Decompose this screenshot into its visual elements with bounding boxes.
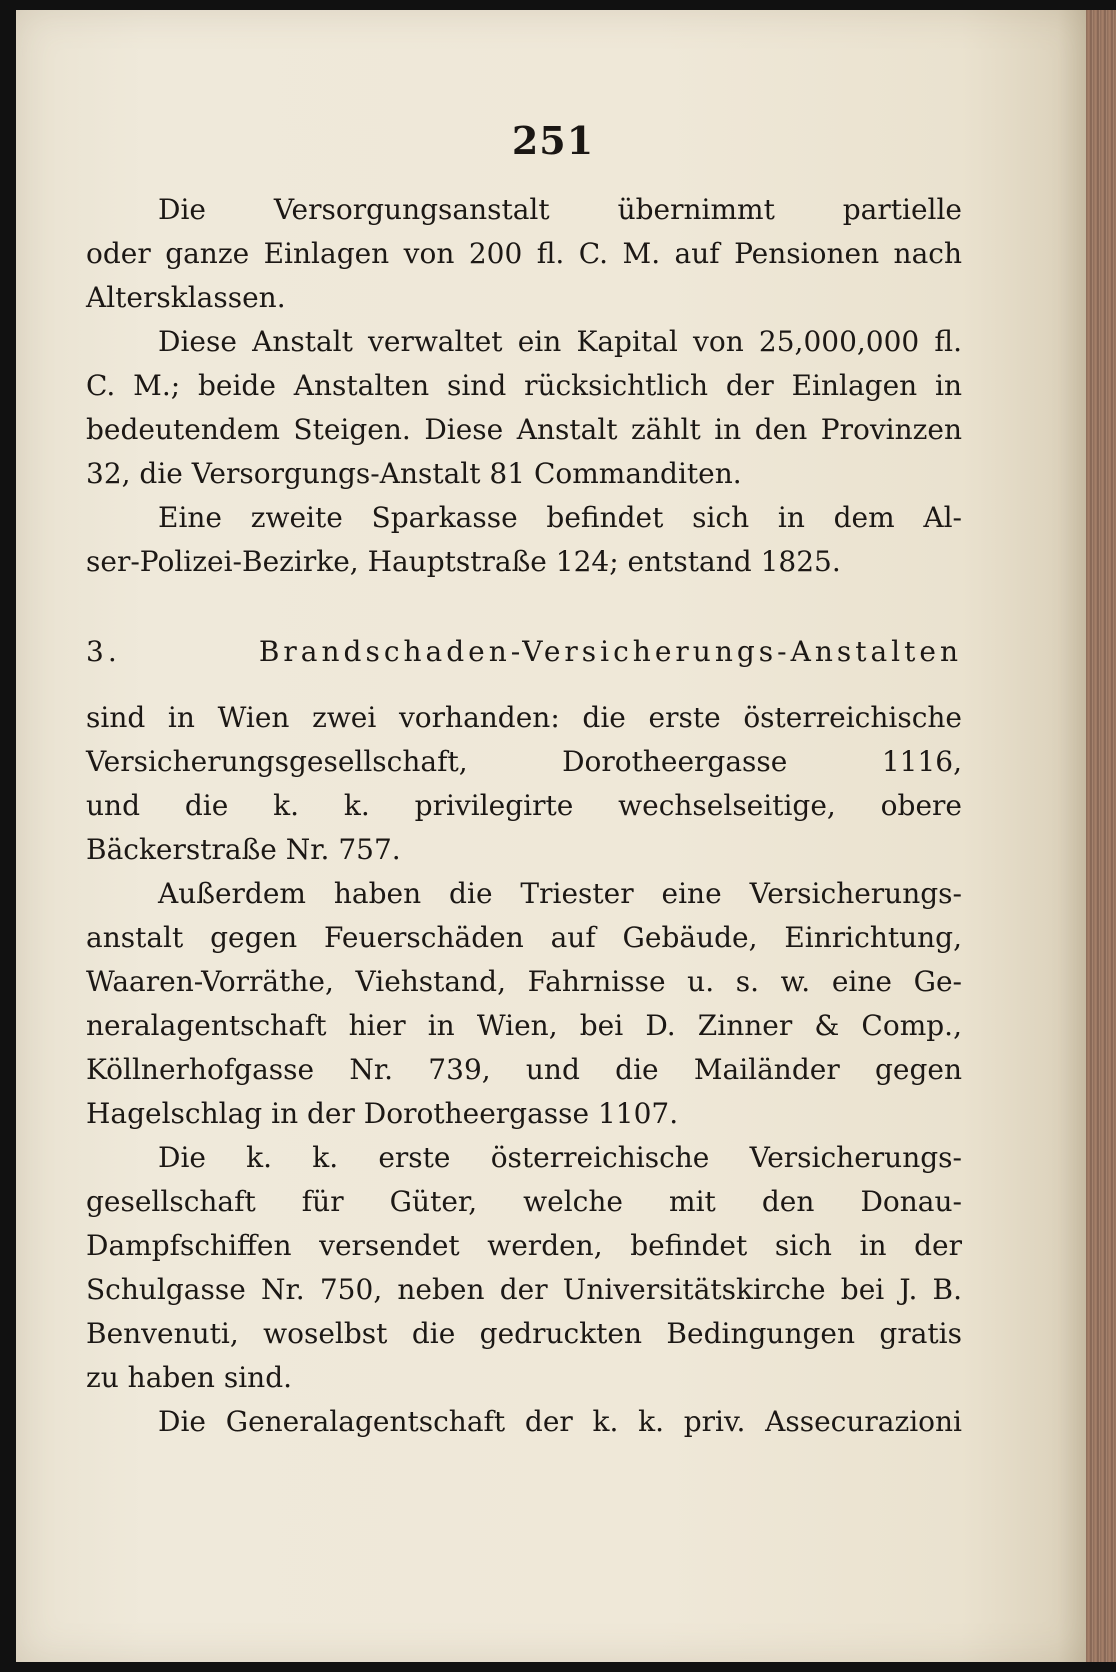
text-line: Die Versorgungsanstalt übernimmt partielle (158, 193, 962, 226)
text-line: Benvenuti, woselbst die gedruckten Bedingungen gratis (86, 1317, 962, 1350)
text-line: und die k. k. privilegirte wechselseitige, obere (86, 789, 962, 822)
text-line: 32, die Versorgungs-Anstalt 81 Commanditen. (86, 457, 742, 490)
text-line: neralagentschaft hier in Wien, bei D. Zinner & Comp., (86, 1009, 962, 1042)
text-line: Die k. k. erste österreichische Versicherungs- (158, 1141, 962, 1174)
text-line: sind in Wien zwei vorhanden: die erste österreichische (86, 701, 962, 734)
text-line: oder ganze Einlagen von 200 fl. C. M. auf Pensionen nach (86, 237, 962, 270)
text-line: ser-Polizei-Bezirke, Hauptstraße 124; entstand 1825. (86, 545, 841, 578)
section-spacer (86, 584, 962, 630)
text-line: Diese Anstalt verwaltet ein Kapital von 25,000,000 fl. (158, 325, 962, 358)
page-body (86, 188, 962, 1444)
text-line: gesellschaft für Güter, welche mit den Donau- (86, 1185, 962, 1218)
heading-spacer (86, 674, 962, 696)
book-fore-edge (1086, 10, 1116, 1662)
text-line: Eine zweite Sparkasse befindet sich in dem Al- (158, 501, 962, 534)
text-line: Waaren-Vorräthe, Viehstand, Fahrnisse u. s. w. eine Ge- (86, 965, 962, 998)
text-line: Die Generalagentschaft der k. k. priv. Assecurazioni (158, 1405, 962, 1438)
text-line: Versicherungsgesellschaft, Dorotheergasse 1116, (86, 745, 962, 778)
page-number: 251 (511, 118, 595, 163)
text-line: Hagelschlag in der Dorotheergasse 1107. (86, 1097, 679, 1130)
text-line: bedeutendem Steigen. Diese Anstalt zählt in den Provinzen (86, 413, 962, 446)
text-line: C. M.; beide Anstalten sind rücksichtlich der Einlagen in (86, 369, 962, 402)
text-line: Altersklassen. (86, 281, 286, 314)
text-line: zu haben sind. (86, 1361, 293, 1394)
text-line: Bäckerstraße Nr. 757. (86, 833, 401, 866)
text-line: anstalt gegen Feuerschäden auf Gebäude, Einrichtung, (86, 921, 962, 954)
text-line: Dampfschiffen versendet werden, befindet sich in der (86, 1229, 962, 1262)
book-page (16, 10, 1090, 1662)
section-heading: 3. Brandschaden-Versicherungs-Anstalten (86, 635, 962, 668)
text-line: Schulgasse Nr. 750, neben der Universitätskirche bei J. B. (86, 1273, 962, 1306)
text-line: Außerdem haben die Triester eine Versicherungs- (158, 877, 962, 910)
text-line: Köllnerhofgasse Nr. 739, und die Mailänder gegen (86, 1053, 962, 1086)
